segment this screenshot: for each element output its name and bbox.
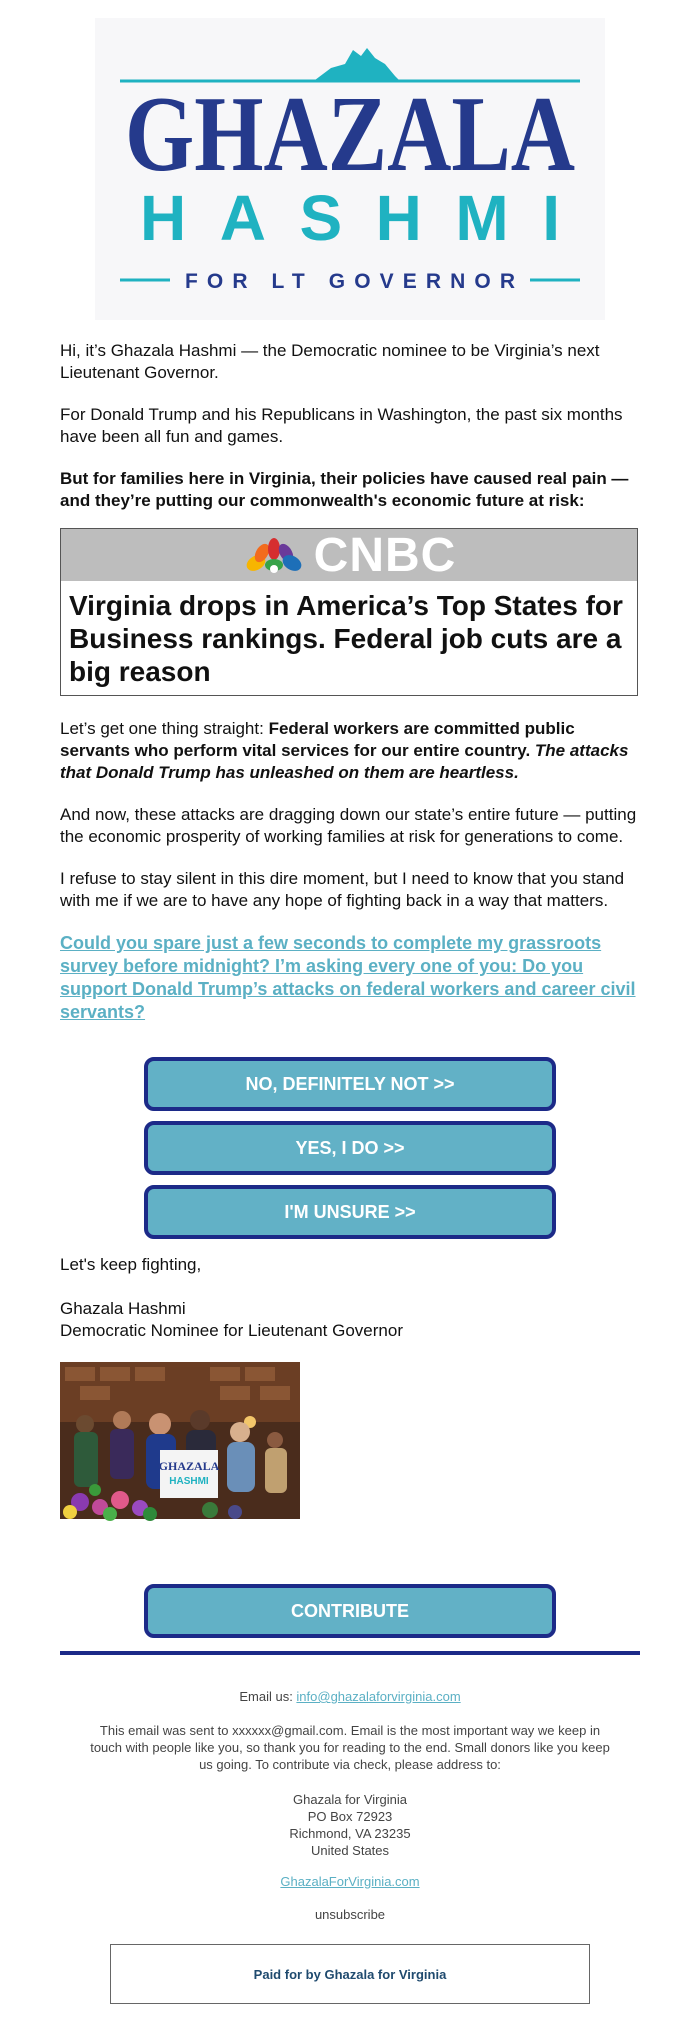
footer-email-line	[60, 1688, 640, 1705]
paid-for-text: Paid for by Ghazala for Virginia	[253, 1966, 447, 1982]
contribute-button[interactable]: CONTRIBUTE	[144, 1584, 556, 1638]
body-paragraph-3: I refuse to stay silent in this dire moment, but I need to know that you stand with me if we are to have any hope of fighting back in a way that matters.	[60, 869, 625, 910]
cnbc-header	[61, 529, 637, 581]
footer-website	[60, 1873, 640, 1890]
cnbc-headline[interactable]: Virginia drops in America’s Top States for Business rankings. Federal job cuts are a big reason	[69, 590, 623, 687]
no-definitely-not-button[interactable]: NO, DEFINITELY NOT >>	[144, 1057, 556, 1111]
logo-line-1: GHAZALA	[125, 75, 575, 194]
intro-paragraph-3: But for families here in Virginia, their policies have caused real pain — and they’re putting our commonwealth's economic future at risk:	[60, 469, 629, 510]
survey-link[interactable]: Could you spare just a few seconds to complete my grassroots survey before midnight? I’m asking every one of you: Do you support Donald Trump’s attacks on federal workers and career civil servants?	[60, 933, 636, 1022]
logo-line-3: FOR LT GOVERNOR	[185, 270, 515, 293]
photo-sign-line-2: HASHMI	[169, 1476, 209, 1487]
signer-title: Democratic Nominee for Lieutenant Governor	[60, 1321, 403, 1340]
website-link[interactable]: GhazalaForVirginia.com	[280, 1874, 420, 1889]
cnbc-news-card[interactable]	[60, 528, 638, 696]
closing-line: Let's keep fighting,	[60, 1255, 202, 1274]
im-unsure-button[interactable]: I'M UNSURE >>	[144, 1185, 556, 1239]
footer-divider	[60, 1651, 640, 1655]
body-paragraph-1-bold-italic: The attacks that Donald Trump has unleashed on them are heartless.	[60, 741, 629, 782]
footer-unsubscribe	[60, 1906, 640, 1923]
address-line-3: Richmond, VA 23235	[289, 1826, 411, 1841]
unsubscribe-link[interactable]: unsubscribe	[314, 1907, 386, 1922]
campaign-photo	[60, 1362, 300, 1519]
yes-i-do-button[interactable]: YES, I DO >>	[144, 1121, 556, 1175]
logo-graphic	[95, 18, 605, 320]
campaign-logo	[95, 18, 605, 320]
footer-email-label: Email us:	[239, 1689, 297, 1704]
logo-line-2: HASHMI	[140, 182, 560, 254]
intro-section	[60, 340, 640, 532]
body-paragraph-1-bold: Federal workers are committed public servants who perform vital services for our entire country.	[60, 719, 575, 760]
body-paragraph-2: And now, these attacks are dragging down our state’s entire future — putting the economic prosperity of working families at risk for generations to come.	[60, 805, 637, 846]
footer-notice: This email was sent to xxxxxx@gmail.com. Email is the most important way we keep in touch with people like you, so thank you for reading to the end. Small donors like you keep us going. To contribute via check, please address to:	[90, 1723, 610, 1772]
address-line-4: United States	[310, 1843, 390, 1858]
signer-name: Ghazala Hashmi	[60, 1299, 186, 1318]
body-paragraph-1	[60, 718, 640, 784]
paid-for-box	[110, 1944, 590, 2004]
intro-paragraph-1: Hi, it’s Ghazala Hashmi — the Democratic nominee to be Virginia’s next Lieutenant Governor.	[60, 341, 600, 382]
rally-photo-image	[60, 1362, 300, 1519]
cnbc-logo: CNBC	[313, 528, 457, 582]
intro-paragraph-2: For Donald Trump and his Republicans in Washington, the past six months have been all fun and games.	[60, 405, 623, 446]
address-line-2: PO Box 72923	[307, 1809, 393, 1824]
address-line-1: Ghazala for Virginia	[293, 1792, 407, 1807]
footer-address	[60, 1791, 640, 1859]
body-paragraph-1-lead: Let’s get one thing straight:	[60, 719, 269, 738]
body-section	[60, 718, 640, 1044]
photo-sign-line-1: GHAZALA	[158, 1459, 220, 1473]
footer-email-link[interactable]: info@ghazalaforvirginia.com	[296, 1689, 461, 1704]
nbc-peacock-icon	[242, 535, 306, 575]
